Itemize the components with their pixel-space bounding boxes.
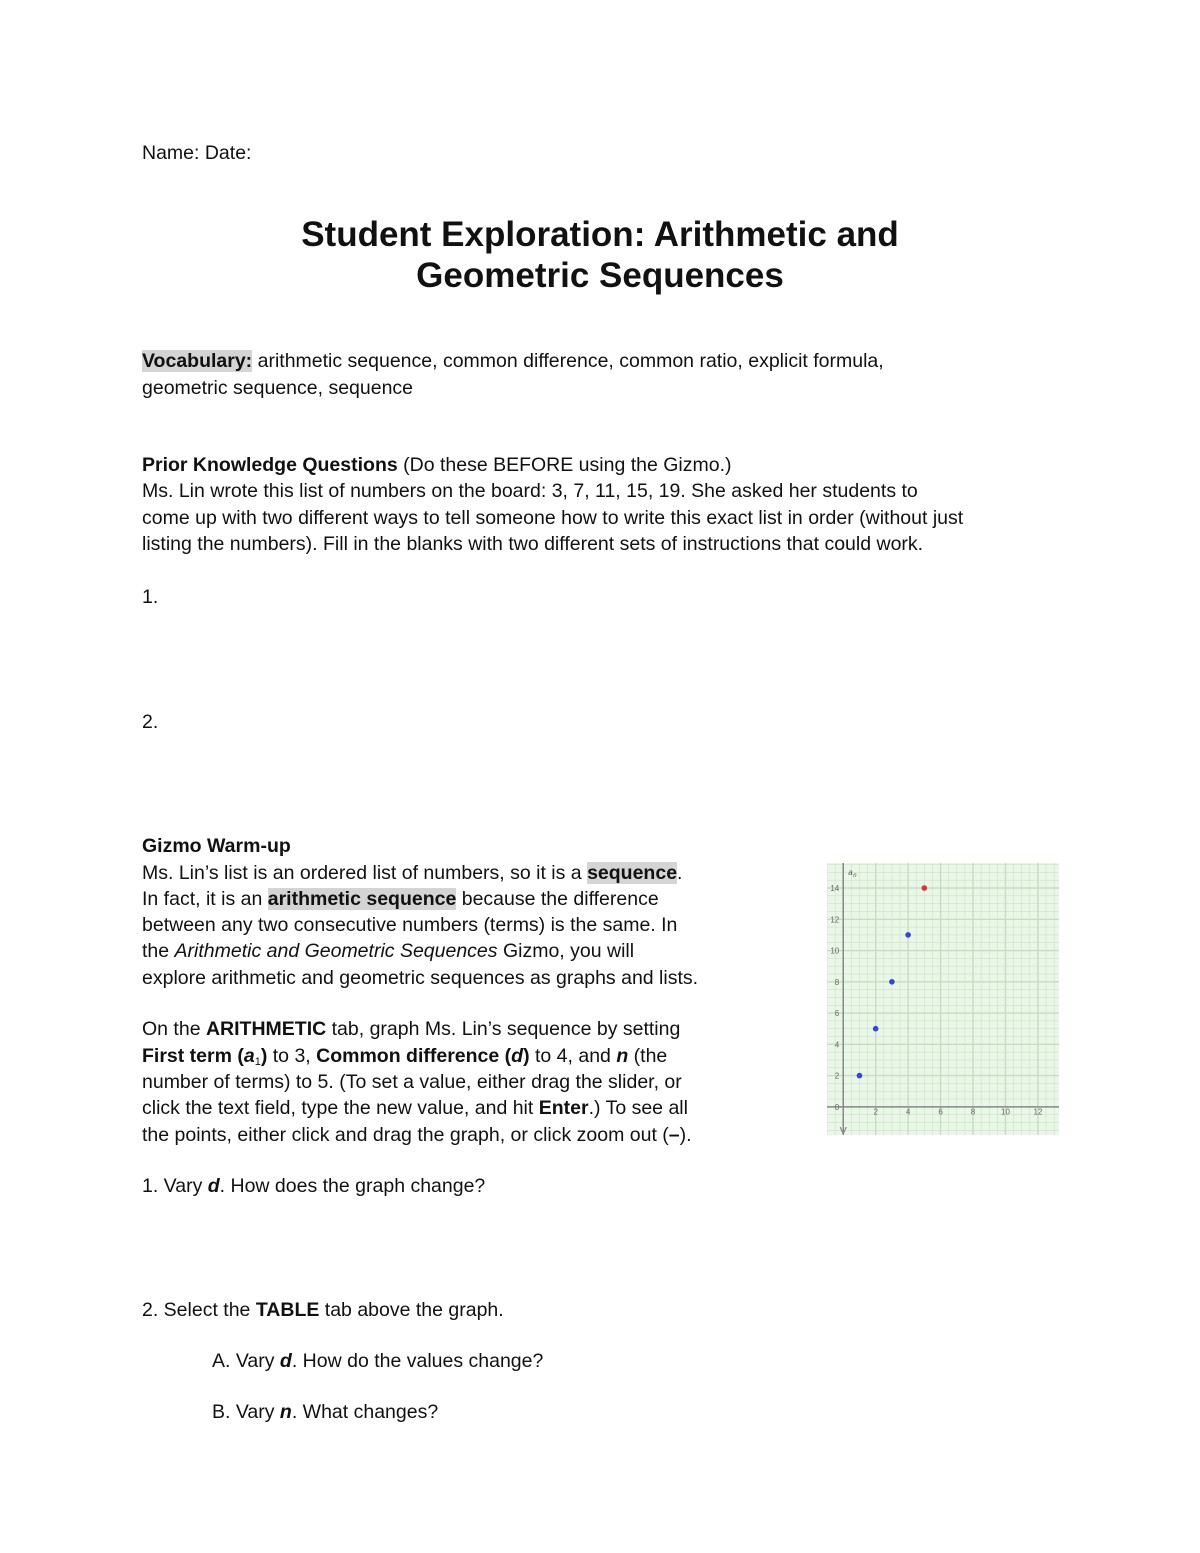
- y-axis-label-sub: n: [853, 873, 857, 879]
- x-tick-label: 4: [905, 1107, 911, 1117]
- vocabulary-line1: [142, 348, 884, 374]
- x-tick-label: 8: [970, 1107, 976, 1117]
- warmup-question-1: 1. Vary d. How does the graph change?: [142, 1175, 486, 1197]
- prior-knowledge-heading: Prior Knowledge Questions: [142, 454, 398, 476]
- prior-question-2: 2.: [142, 711, 159, 733]
- page-title: Student Exploration: Arithmetic and: [301, 215, 899, 254]
- x-tick-label: 6: [938, 1107, 943, 1117]
- vocabulary-line2: geometric sequence, sequence: [142, 377, 414, 399]
- data-point: [873, 1026, 879, 1032]
- warmup-p1-line4: the Arithmetic and Geometric Sequences Gizmo, you will: [142, 940, 635, 962]
- warmup-p1-line2: In fact, it is an arithmetic sequence because the difference: [142, 888, 659, 910]
- warmup-p2-line5: the points, either click and drag the graph, or click zoom out (–).: [142, 1124, 692, 1146]
- prior-question-1: 1.: [142, 586, 159, 608]
- warmup-p2-line4: click the text field, type the new value, and hit Enter.) To see all: [142, 1097, 688, 1119]
- data-point: [922, 885, 928, 891]
- term-arithmetic-sequence: arithmetic sequence: [267, 888, 457, 910]
- vocabulary-label: Vocabulary:: [142, 350, 253, 372]
- x-tick-label: 12: [1033, 1107, 1043, 1117]
- warmup-p1-line1: Ms. Lin’s list is an ordered list of numbers, so it is a sequence.: [142, 862, 683, 884]
- vocabulary-terms: arithmetic sequence, common difference, common ratio, explicit formula,: [252, 350, 884, 372]
- zoom-out-symbol: –: [668, 1124, 680, 1146]
- enter-key-label: Enter: [538, 1097, 589, 1119]
- gizmo-name: Arithmetic and Geometric Sequences: [174, 940, 498, 962]
- warmup-heading: Gizmo Warm-up: [142, 835, 291, 857]
- data-point: [857, 1073, 863, 1079]
- prior-knowledge-note: (Do these BEFORE using the Gizmo.): [397, 454, 732, 476]
- data-point: [905, 932, 911, 938]
- warmup-p2-line2: First term $(a_1)$ to 3, Common difference (d) to 4, and n (the: [142, 1045, 668, 1068]
- warmup-p1-line5: explore arithmetic and geometric sequences as graphs and lists.: [142, 967, 699, 989]
- prior-knowledge-heading-line: [142, 452, 732, 478]
- sequence-graph: [827, 863, 1059, 1135]
- x-tick-label: 2: [873, 1107, 878, 1117]
- data-point: [889, 979, 895, 985]
- warmup-p1-line3: between any two consecutive numbers (terms) is the same. In: [142, 914, 678, 936]
- warmup-question-2: 2. Select the TABLE tab above the graph.: [142, 1299, 504, 1321]
- y-tick-label: 0: [834, 1102, 840, 1112]
- warmup-p2-line1: On the ARITHMETIC tab, graph Ms. Lin’s sequence by setting: [142, 1018, 681, 1040]
- y-tick-label: 12: [830, 915, 840, 925]
- arithmetic-tab-label: ARITHMETIC: [205, 1018, 327, 1040]
- term-sequence: sequence: [587, 862, 678, 884]
- name-date-field: Name: Date:: [142, 142, 252, 164]
- y-axis-label: a: [848, 868, 853, 877]
- y-tick-label: 14: [830, 884, 840, 894]
- y-tick-label: 2: [834, 1071, 840, 1081]
- y-tick-label: 4: [834, 1040, 840, 1050]
- x-tick-label: 10: [1001, 1107, 1010, 1117]
- prior-text-line2: come up with two different ways to tell someone how to write this exact list in order (without just: [142, 507, 964, 529]
- warmup-question-2a: A. Vary d. How do the values change?: [212, 1350, 544, 1372]
- table-tab-label: TABLE: [255, 1299, 320, 1321]
- warmup-p2-line3: number of terms) to 5. (To set a value, either drag the slider, or: [142, 1071, 682, 1093]
- y-tick-label: 10: [830, 946, 840, 956]
- warmup-question-2b: B. Vary n. What changes?: [212, 1401, 439, 1423]
- prior-text-line1: Ms. Lin wrote this list of numbers on the board: 3, 7, 11, 15, 19. She asked her students to: [142, 480, 918, 502]
- y-tick-label: 6: [834, 1009, 840, 1019]
- page-title-line2: Geometric Sequences: [416, 256, 784, 295]
- prior-text-line3: listing the numbers). Fill in the blanks with two different sets of instructions that could work.: [142, 533, 924, 555]
- y-tick-label: 8: [834, 977, 840, 987]
